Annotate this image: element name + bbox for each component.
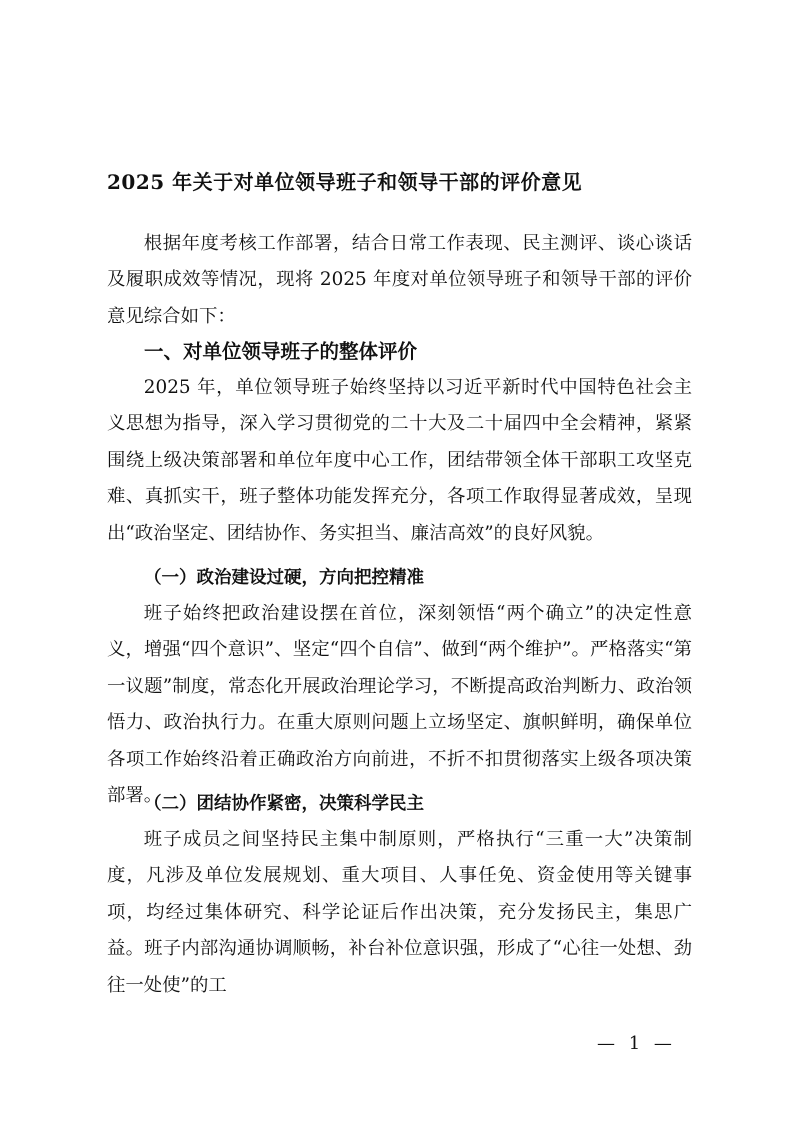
document-title: 2025 年关于对单位领导班子和领导干部的评价意见 [107,170,583,194]
subsection-1-paragraph: 班子始终把政治建设摆在首位，深刻领悟“两个确立”的决定性意义，增强“四个意识”、坚定“四个自信”、做到“两个维护”。严格落实“第一议题”制度，常态化开展政治理论学习，不断提高政治判断力、政治领悟力、政治执行力。在重大原则问题上立场坚定、旗帜鲜明，确保单位各项工作始终沿着正确政治方向前进，不折不扣贯彻落实上级各项决策部署。 [107,603,692,807]
subsection-heading-2: （二）团结协作紧密，决策科学民主 [144,794,424,814]
intro-paragraph: 根据年度考核工作部署，结合日常工作表现、民主测评、谈心谈话及履职成效等情况，现将 2025 年度对单位领导班子和领导干部的评价意见综合如下： [107,233,692,327]
section-1-paragraph: 2025 年，单位领导班子始终坚持以习近平新时代中国特色社会主义思想为指导，深入学习贯彻党的二十大及二十届四中全会精神，紧紧围绕上级决策部署和单位年度中心工作，团结带领全体干部职工攻坚克难、真抓实干，班子整体功能发挥充分，各项工作取得显著成效，呈现出“政治坚定、团结协作、务实担当、廉洁高效”的良好风貌。 [107,377,692,544]
page-number: — 1 — [597,1033,676,1054]
subsection-2-paragraph: 班子成员之间坚持民主集中制原则，严格执行“三重一大”决策制度，凡涉及单位发展规划、重大项目、人事任免、资金使用等关键事项，均经过集体研究、科学论证后作出决策，充分发扬民主，集思广益。班子内部沟通协调顺畅，补台补位意识强，形成了“心往一处想、劲往一处使”的工 [107,829,692,996]
subsection-heading-1: （一）政治建设过硬，方向把控精准 [144,568,424,588]
section-heading-1: 一、对单位领导班子的整体评价 [144,340,418,363]
